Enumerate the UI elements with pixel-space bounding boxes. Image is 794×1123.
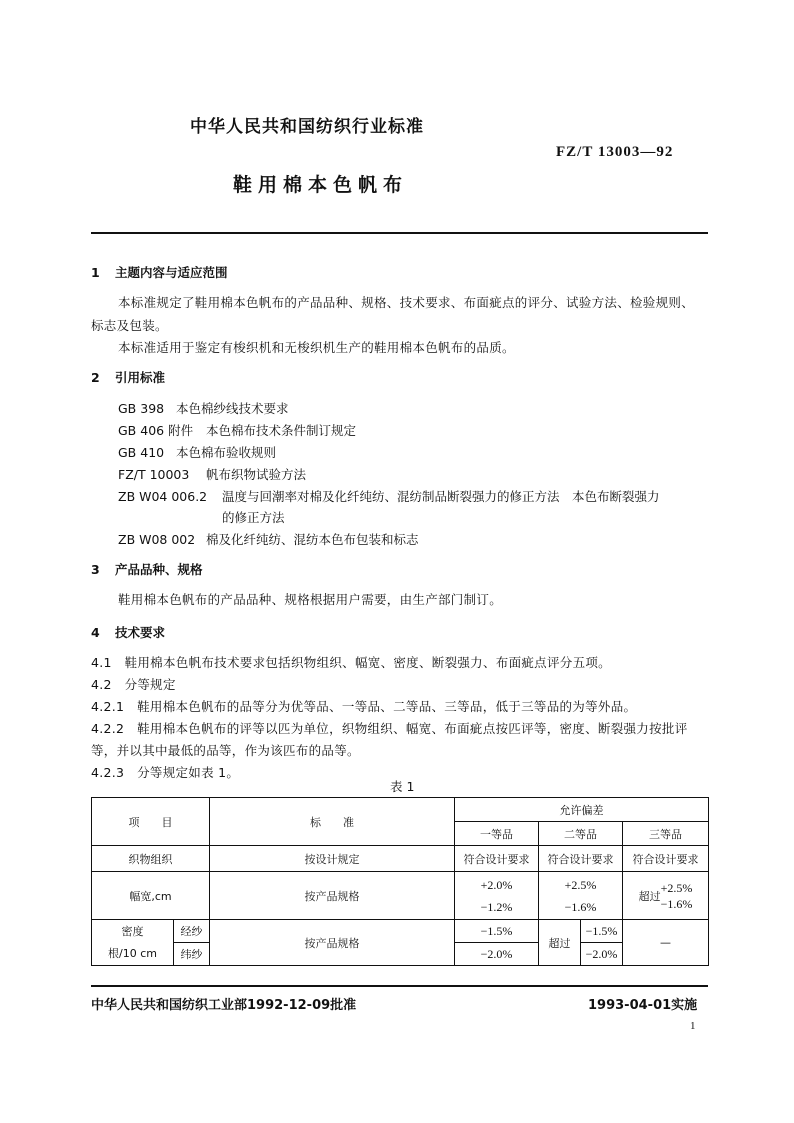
section-3-para: 鞋用棉本色帆布的产品品种、规格根据用户需要，由生产部门制订。: [118, 592, 503, 607]
table-row: [92, 920, 709, 943]
cell-grade-2-weft: −2.0%: [581, 943, 623, 966]
cell-grade-1-weft: −2.0%: [455, 943, 539, 966]
table-caption: 表 1: [390, 779, 415, 794]
cell-grade-3: 超过 +2.5% −1.6%: [623, 872, 709, 920]
reference-item: ZB W04 006.2 温度与回潮率对棉及化纤纯纺、混纺制品断裂强力的修正方法 本色布断裂强力: [118, 489, 660, 504]
approval-line: 中华人民共和国纺织工业部1992-12-09批准: [91, 998, 357, 1013]
reference-item: GB 410 本色棉布验收规则: [118, 445, 277, 460]
header-item: 项 目: [92, 798, 210, 846]
header-grade-1: 一等品: [455, 822, 539, 846]
clause-4-2-2a: 4.2.2 鞋用棉本色帆布的评等以匹为单位，织物组织、幅宽、布面疵点按匹评等，密度、断裂强力按批评: [91, 721, 688, 736]
section-1-para-1a: 本标准规定了鞋用棉本色帆布的产品品种、规格、技术要求、布面疵点的评分、试验方法、检验规则、: [118, 295, 695, 310]
header-grade-2: 二等品: [539, 822, 623, 846]
clause-4-2-1: 4.2.1 鞋用棉本色帆布的品等分为优等品、一等品、二等品、三等品，低于三等品的为等外品。: [91, 699, 637, 714]
table-row: [92, 846, 709, 872]
reference-item-continued: 的修正方法: [222, 510, 285, 525]
document-title: 鞋用棉本色帆布: [233, 174, 409, 196]
section-4-heading: 4 技术要求: [91, 625, 166, 640]
header-standard: 标 准: [210, 798, 455, 846]
cell-standard: 按设计规定: [210, 846, 455, 872]
issuing-organization: 中华人民共和国纺织行业标准: [190, 117, 424, 137]
cell-grade-2: 符合设计要求: [539, 846, 623, 872]
cell-warp: 经纱: [174, 920, 210, 943]
table-row: [92, 872, 709, 920]
section-3-heading: 3 产品品种、规格: [91, 562, 203, 577]
section-2-heading: 2 引用标准: [91, 370, 166, 385]
cell-grade-2-prefix: 超过: [539, 920, 581, 966]
cell-grade-3: 符合设计要求: [623, 846, 709, 872]
clause-4-2-2b: 等，并以其中最低的品等，作为该匹布的品等。: [91, 743, 360, 758]
cell-item-density: 密度 根/10 cm: [92, 920, 174, 966]
section-1-para-2: 本标准适用于鉴定有梭织机和无梭织机生产的鞋用棉本色帆布的品质。: [118, 340, 515, 355]
standard-code: FZ/T 13003—92: [556, 144, 674, 160]
clause-4-1: 4.1 鞋用棉本色帆布技术要求包括织物组织、幅宽、密度、断裂强力、布面疵点评分五项。: [91, 655, 611, 670]
cell-standard: 按产品规格: [210, 872, 455, 920]
header-grade-3: 三等品: [623, 822, 709, 846]
cell-grade-2-warp: −1.5%: [581, 920, 623, 943]
cell-grade-2: +2.5% −1.6%: [539, 872, 623, 920]
cell-grade-3: —: [623, 920, 709, 966]
footer-rule: [91, 985, 708, 987]
cell-weft: 纬纱: [174, 943, 210, 966]
cell-grade-1: 符合设计要求: [455, 846, 539, 872]
clause-4-2: 4.2 分等规定: [91, 677, 176, 692]
cell-standard: 按产品规格: [210, 920, 455, 966]
cell-item: 织物组织: [92, 846, 210, 872]
grading-table: [91, 797, 709, 966]
table-header-row: [92, 798, 709, 822]
section-1-heading: 1 主题内容与适应范围: [91, 265, 228, 280]
reference-item: FZ/T 10003 帆布织物试验方法: [118, 467, 307, 482]
reference-item: ZB W08 002 棉及化纤纯纺、混纺本色布包装和标志: [118, 532, 419, 547]
header-rule: [91, 232, 708, 234]
cell-grade-1: +2.0% −1.2%: [455, 872, 539, 920]
header-allowed-deviation: 允许偏差: [455, 798, 709, 822]
clause-4-2-3: 4.2.3 分等规定如表 1。: [91, 765, 240, 780]
effective-date: 1993-04-01实施: [588, 998, 698, 1013]
cell-grade-1-warp: −1.5%: [455, 920, 539, 943]
page-number: 1: [690, 1020, 696, 1032]
reference-item: GB 398 本色棉纱线技术要求: [118, 401, 289, 416]
cell-item: 幅宽,cm: [92, 872, 210, 920]
reference-item: GB 406 附件 本色棉布技术条件制订规定: [118, 423, 357, 438]
section-1-para-1b: 标志及包装。: [91, 318, 168, 333]
